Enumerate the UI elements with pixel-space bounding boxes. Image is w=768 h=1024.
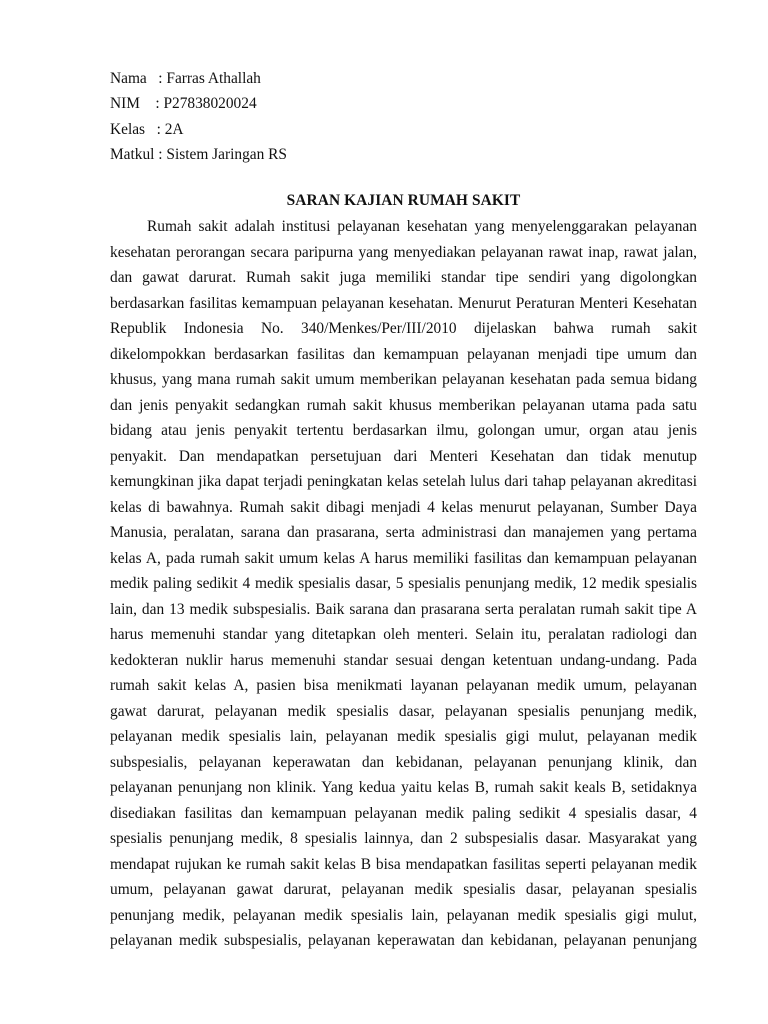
paragraph-line: bidang atau jenis penyakit tertentu berdasarkan ilmu, golongan umur, organ atau jenis	[110, 422, 697, 439]
paragraph-line: dan jenis penyakit sedangkan rumah sakit khusus memberikan pelayanan utama pada satu	[110, 396, 697, 414]
paragraph-line: disediakan fasilitas dan kemampuan pelayanan medik paling sedikit 4 spesialis dasar, 4	[110, 804, 697, 822]
paragraph-line: medik paling sedikit 4 medik spesialis dasar, 5 spesialis penunjang medik, 12 medik spesialis	[110, 575, 697, 592]
document-title: SARAN KAJIAN RUMAH SAKIT	[286, 192, 521, 209]
paragraph-line: pelayanan medik subspesialis, pelayanan keperawatan dan kebidanan, pelayanan penunjang	[110, 932, 697, 949]
paragraph-line: rumah sakit kelas A, pasien bisa menikmati layanan pelayanan medik umum, pelayanan	[110, 677, 697, 694]
paragraph-line: penunjang medik, pelayanan medik spesialis lain, pelayanan medik spesialis gigi mulut,	[110, 906, 697, 924]
paragraph-line: harus memenuhi standar yang ditetapkan oleh menteri. Selain itu, peralatan radiologi dan	[110, 626, 697, 643]
paragraph-line: kelas A, pada rumah sakit umum kelas A harus memiliki fasilitas dan kemampuan pelayanan	[110, 549, 697, 567]
paragraph-line: mendapat rujukan ke rumah sakit kelas B bisa mendapatkan fasilitas seperti pelayanan medik	[110, 855, 697, 873]
body-paragraph	[110, 214, 697, 954]
paragraph-line: pelayanan medik spesialis lain, pelayanan medik spesialis gigi mulut, pelayanan medik	[110, 728, 697, 745]
paragraph-line: kesehatan perorangan secara paripurna yang menyediakan pelayanan rawat inap, rawat jalan,	[110, 243, 697, 261]
paragraph-line: dikelompokkan berdasarkan fasilitas dan kemampuan pelayanan menjadi tipe umum dan	[110, 345, 697, 363]
paragraph-line: lain, dan 13 medik subspesialis. Baik sarana dan prasarana serta peralatan rumah sakit tipe A	[110, 600, 697, 618]
paragraph-line: kemungkinan jika dapat terjadi peningkatan kelas setelah lulus dari tahap pelayanan akreditasi	[110, 473, 697, 490]
paragraph-line: pelayanan penunjang non klinik. Yang kedua yaitu kelas B, rumah sakit keals B, setidaknya	[110, 779, 697, 796]
paragraph-line: Republik Indonesia No. 340/Menkes/Per/III/2010 dijelaskan bahwa rumah sakit	[110, 320, 697, 337]
class-line: Kelas : 2A	[110, 120, 184, 138]
paragraph-line: gawat darurat, pelayanan medik spesialis dasar, pelayanan spesialis penunjang medik,	[110, 702, 697, 720]
paragraph-line: Rumah sakit adalah institusi pelayanan kesehatan yang menyelenggarakan pelayanan	[147, 218, 697, 235]
nim-line: NIM : P27838020024	[110, 95, 257, 113]
paragraph-line: dan gawat darurat. Rumah sakit juga memiliki standar tipe sendiri yang digolongkan	[110, 269, 697, 286]
paragraph-line: Manusia, peralatan, sarana dan prasarana, serta administrasi dan manajemen yang pertama	[110, 524, 697, 541]
paragraph-line: spesialis penunjang medik, 8 spesialis lainnya, dan 2 subspesialis dasar. Masyarakat yang	[110, 830, 697, 847]
paragraph-line: umum, pelayanan gawat darurat, pelayanan medik spesialis dasar, pelayanan spesialis	[110, 881, 697, 898]
paragraph-line: khusus, yang mana rumah sakit umum memberikan pelayanan kesehatan pada semua bidang	[110, 371, 697, 388]
course-line: Matkul : Sistem Jaringan RS	[110, 146, 287, 164]
paragraph-line: berdasarkan fasilitas kemampuan pelayanan kesehatan. Menurut Peraturan Menteri Kesehatan	[110, 294, 697, 312]
name-line: Nama : Farras Athallah	[110, 70, 261, 87]
paragraph-line: penyakit. Dan mendapatkan persetujuan dari Menteri Kesehatan dan tidak menutup	[110, 447, 697, 465]
paragraph-line: kedokteran nuklir harus memenuhi standar sesuai dengan ketentuan undang-undang. Pada	[110, 651, 697, 669]
paragraph-line: kelas di bawahnya. Rumah sakit dibagi menjadi 4 kelas menurut pelayanan, Sumber Daya	[110, 498, 697, 516]
student-info-header	[110, 66, 670, 168]
paragraph-line: subspesialis, pelayanan keperawatan dan kebidanan, pelayanan penunjang klinik, dan	[110, 753, 697, 771]
